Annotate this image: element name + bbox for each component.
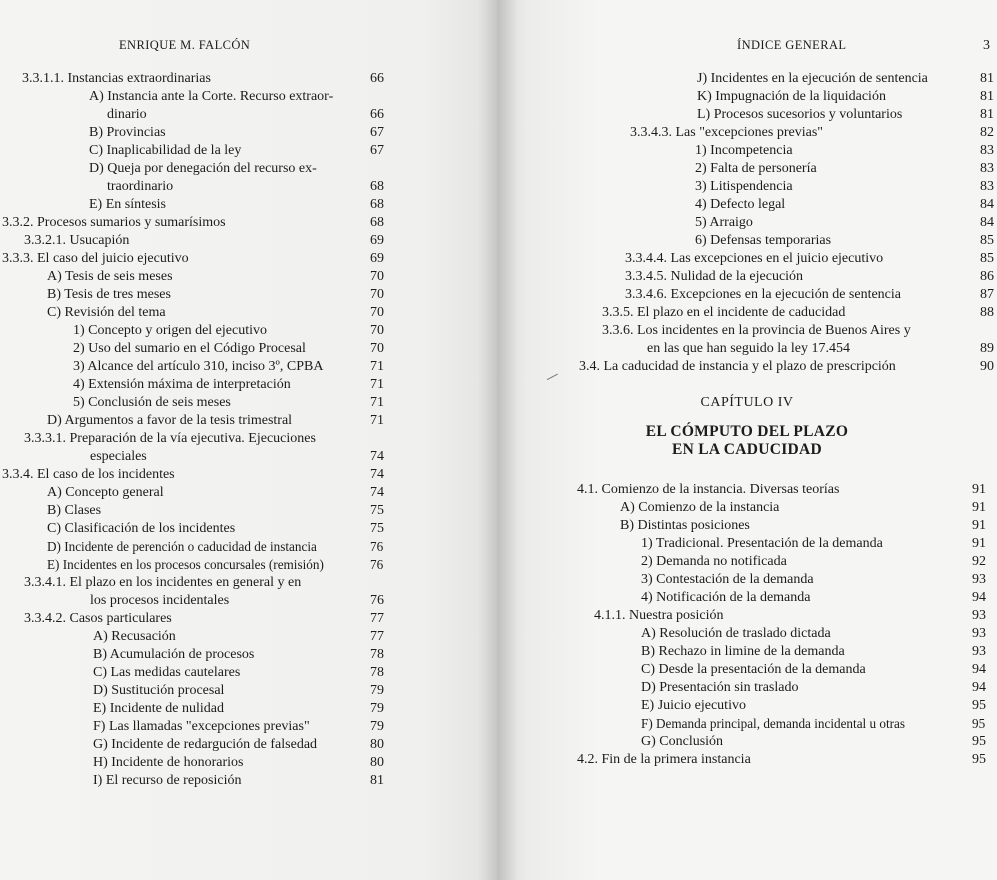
chapter-title-line-1: EL CÓMPUTO DEL PLAZO (645, 423, 849, 440)
toc-entry: en las que han seguido la ley 17.454 89 (647, 341, 994, 356)
toc-entry: 4) Notificación de la demanda 94 (641, 590, 986, 605)
toc-entry: C) Desde la presentación de la demanda 94 (641, 662, 986, 677)
toc-entry: 1) Concepto y origen del ejecutivo 70 (73, 323, 384, 338)
toc-entry: 5) Conclusión de seis meses 71 (73, 395, 384, 410)
toc-entry: 3.3.6. Los incidentes en la provincia de Buenos Aires y (602, 323, 911, 338)
toc-entry: 3.3.5. El plazo en el incidente de caducidad 88 (602, 305, 994, 320)
toc-entry: 3.3.4.2. Casos particulares 77 (24, 611, 384, 626)
page-number: 3 (983, 38, 991, 53)
toc-entry: 3.3.3. El caso del juicio ejecutivo 69 (2, 251, 384, 266)
toc-entry: E) En síntesis 68 (89, 197, 384, 212)
toc-entry: 3.3.4.6. Excepciones en la ejecución de sentencia 87 (625, 287, 994, 302)
toc-entry: A) Tesis de seis meses 70 (47, 269, 384, 284)
toc-entry: G) Incidente de redargución de falsedad 80 (93, 737, 384, 752)
right-page (497, 0, 997, 880)
toc-entry: A) Recusación 77 (93, 629, 384, 644)
toc-entry: 3.3.2. Procesos sumarios y sumarísimos 68 (2, 215, 384, 230)
toc-entry: I) El recurso de reposición 81 (93, 773, 384, 788)
toc-entry: A) Comienzo de la instancia 91 (620, 500, 986, 515)
toc-entry: 4) Defecto legal 84 (695, 197, 994, 212)
toc-entry: B) Acumulación de procesos 78 (93, 647, 384, 662)
toc-entry: 2) Falta de personería 83 (695, 161, 994, 176)
toc-entry: F) Demanda principal, demanda incidental u otras 95 (641, 716, 986, 731)
toc-entry: B) Rechazo in limine de la demanda 93 (641, 644, 986, 659)
toc-entry: 1) Tradicional. Presentación de la demanda 91 (641, 536, 986, 551)
toc-entry: B) Tesis de tres meses 70 (47, 287, 384, 302)
toc-entry: H) Incidente de honorarios 80 (93, 755, 384, 770)
toc-entry: 2) Demanda no notificada 92 (641, 554, 986, 569)
toc-entry: D) Presentación sin traslado 94 (641, 680, 986, 695)
toc-entry: 3) Litispendencia 83 (695, 179, 994, 194)
toc-entry: 2) Uso del sumario en el Código Procesal 70 (73, 341, 384, 356)
toc-entry: B) Clases 75 (47, 503, 384, 518)
toc-entry: C) Revisión del tema 70 (47, 305, 384, 320)
toc-entry: D) Queja por denegación del recurso ex- (89, 161, 317, 176)
toc-entry: 3.3.1.1. Instancias extraordinarias 66 (22, 71, 384, 86)
toc-entry: E) Incidentes en los procesos concursales (remisión) 76 (47, 557, 384, 572)
toc-entry: A) Concepto general 74 (47, 485, 384, 500)
toc-entry: 4.2. Fin de la primera instancia 95 (577, 752, 986, 767)
toc-entry: C) Clasificación de los incidentes 75 (47, 521, 384, 536)
chapter-title-line-2: EN LA CADUCIDAD (671, 441, 823, 458)
toc-entry: 3.3.4. El caso de los incidentes 74 (2, 467, 384, 482)
running-head-right: ÍNDICE GENERAL (737, 38, 847, 52)
toc-entry: E) Juicio ejecutivo 95 (641, 698, 986, 713)
toc-entry: K) Impugnación de la liquidación 81 (697, 89, 994, 104)
toc-entry: D) Incidente de perención o caducidad de instancia 76 (47, 539, 384, 554)
toc-entry: 3) Alcance del artículo 310, inciso 3º, CPBA 71 (73, 359, 384, 374)
toc-entry: 4) Extensión máxima de interpretación 71 (73, 377, 384, 392)
toc-entry: A) Resolución de traslado dictada 93 (641, 626, 986, 641)
toc-entry: 3.3.4.1. El plazo en los incidentes en general y en (24, 575, 302, 590)
toc-entry: 3) Contestación de la demanda 93 (641, 572, 986, 587)
toc-entry: 1) Incompetencia 83 (695, 143, 994, 158)
toc-entry: B) Provincias 67 (89, 125, 384, 140)
toc-entry: dinario 66 (107, 107, 384, 122)
toc-entry: especiales 74 (90, 449, 384, 464)
toc-entry: 3.3.4.4. Las excepciones en el juicio ejecutivo 85 (625, 251, 994, 266)
toc-entry: C) Inaplicabilidad de la ley 67 (89, 143, 384, 158)
running-head-left: ENRIQUE M. FALCÓN (119, 38, 251, 52)
toc-entry: 4.1.1. Nuestra posición 93 (594, 608, 986, 623)
toc-entry: 3.3.3.1. Preparación de la vía ejecutiva. Ejecuciones (24, 431, 316, 446)
toc-entry: 3.3.4.5. Nulidad de la ejecución 86 (625, 269, 994, 284)
toc-entry: J) Incidentes en la ejecución de sentencia 81 (697, 71, 994, 86)
book-gutter-shadow (478, 0, 518, 880)
toc-entry: 3.3.2.1. Usucapión 69 (24, 233, 384, 248)
toc-entry: F) Las llamadas "excepciones previas" 79 (93, 719, 384, 734)
toc-entry: B) Distintas posiciones 91 (620, 518, 986, 533)
toc-entry: 3.4. La caducidad de instancia y el plazo de prescripción 90 (579, 359, 994, 374)
toc-entry: A) Instancia ante la Corte. Recurso extraor- (89, 89, 334, 104)
toc-entry: 3.3.4.3. Las "excepciones previas" 82 (630, 125, 994, 140)
left-page (0, 0, 497, 880)
toc-entry: D) Argumentos a favor de la tesis trimestral 71 (47, 413, 384, 428)
toc-entry: 5) Arraigo 84 (695, 215, 994, 230)
toc-entry: E) Incidente de nulidad 79 (93, 701, 384, 716)
chapter-label: CAPÍTULO IV (700, 395, 794, 410)
toc-entry: los procesos incidentales 76 (90, 593, 384, 608)
toc-entry: D) Sustitución procesal 79 (93, 683, 384, 698)
toc-entry: G) Conclusión 95 (641, 734, 986, 749)
toc-entry: 4.1. Comienzo de la instancia. Diversas teorías 91 (577, 482, 986, 497)
toc-entry: traordinario 68 (107, 179, 384, 194)
toc-entry: L) Procesos sucesorios y voluntarios 81 (697, 107, 994, 122)
toc-entry: C) Las medidas cautelares 78 (93, 665, 384, 680)
toc-entry: 6) Defensas temporarias 85 (695, 233, 994, 248)
